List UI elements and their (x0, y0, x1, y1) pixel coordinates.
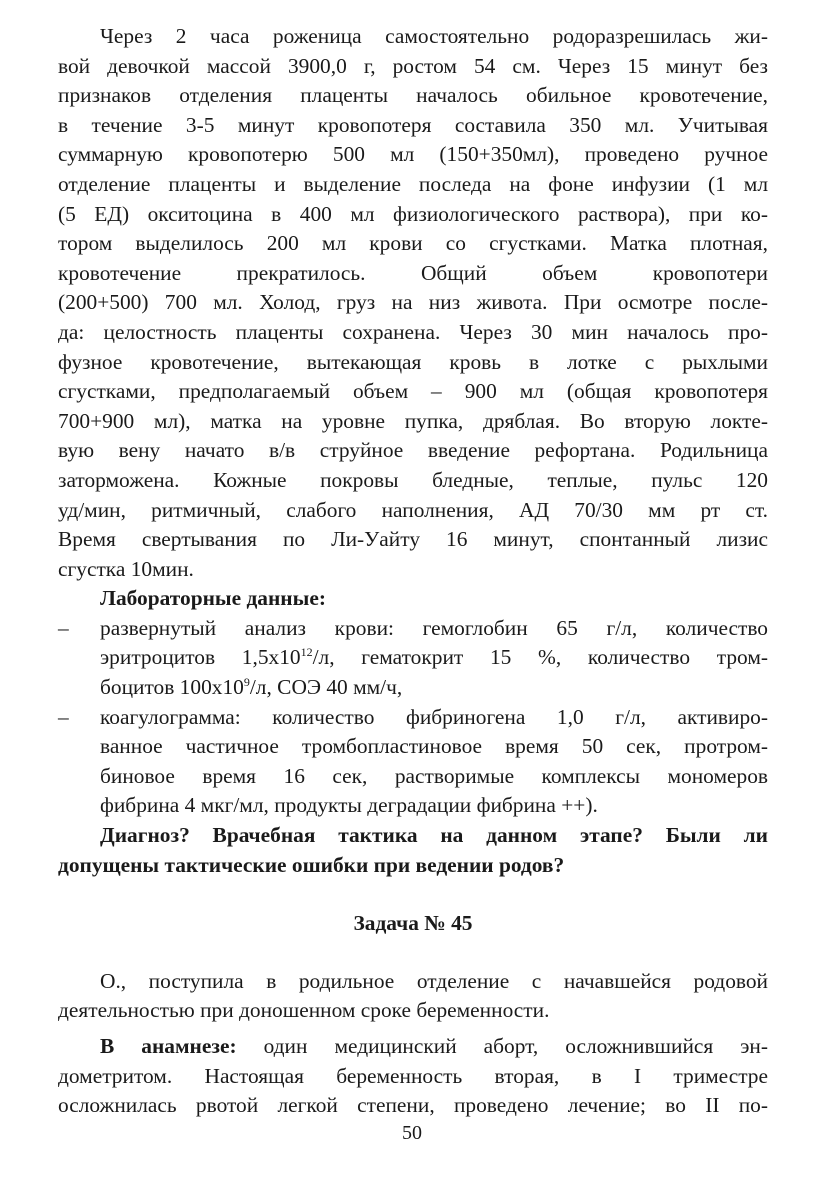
text-line (100, 643, 768, 673)
list-dash: – (58, 615, 69, 640)
paragraph-admission (58, 967, 768, 1026)
text-line: Диагноз? Врачебная тактика на данном этапе? Были ли (100, 823, 768, 848)
list-dash: – (58, 704, 69, 729)
text-line: вую вену начато в/в струйное введение рефортана. Родильница (58, 438, 768, 463)
text-line: в течение 3-5 минут кровопотеря составила 350 мл. Учитывая (58, 112, 768, 137)
paragraph-anamnesis (58, 1032, 768, 1121)
text-line: признаков отделения плаценты началось обильное кровотечение, (58, 83, 768, 108)
text-line: сгустка 10мин. (58, 556, 194, 581)
text-line: суммарную кровопотерю 500 мл (150+350мл), проведено ручное (58, 142, 768, 167)
text-line: уд/мин, ритмичный, слабого наполнения, АД 70/30 мм рт ст. (58, 497, 768, 522)
text-line: деятельностью при доношенном сроке беременности. (58, 998, 550, 1023)
text-line: ванное частичное тромбопластиновое время 50 сек, протром- (100, 734, 768, 759)
text-fragment: один медицинский аборт, осложнившийся эн- (236, 1034, 768, 1058)
text-line: коагулограмма: количество фибриногена 1,0 г/л, активиро- (100, 704, 768, 729)
text-line: развернутый анализ крови: гемоглобин 65 г/л, количество (100, 615, 768, 640)
superscript: 9 (243, 675, 250, 690)
lab-data-heading: Лабораторные данные: (100, 586, 326, 611)
text-line: кровотечение прекратилось. Общий объем кровопотери (58, 260, 768, 285)
text-line: Время свертывания по Ли-Уайту 16 минут, спонтанный лизис (58, 527, 768, 552)
text-line: да: целостность плаценты сохранена. Через 30 мин началось про- (58, 319, 768, 344)
text-line: 700+900 мл), матка на уровне пупка, дряблая. Во вторую локте- (58, 408, 768, 433)
text-fragment: боцитов 100х10 (100, 675, 244, 700)
question-block (58, 821, 768, 880)
text-line: тором выделилось 200 мл крови со сгустками. Матка плотная, (58, 231, 768, 256)
text-line: отделение плаценты и выделение последа на фоне инфузии (1 мл (58, 171, 768, 196)
text-line: вой девочкой массой 3900,0 г, ростом 54 см. Через 15 минут без (58, 53, 768, 78)
text-line: осложнилась рвотой легкой степени, проведено лечение; во II по- (58, 1093, 768, 1118)
text-line: фибрина 4 мкг/мл, продукты деградации фибрина ++). (100, 793, 598, 818)
superscript: 12 (300, 645, 313, 660)
text-fragment: /л, СОЭ 40 мм/ч, (249, 675, 403, 700)
list-item-coagulogram (58, 703, 768, 821)
text-line: (200+500) 700 мл. Холод, груз на низ живота. При осмотре после- (58, 290, 768, 315)
anamnesis-label: В анамнезе: (100, 1034, 237, 1058)
page-body (58, 22, 768, 1121)
text-line: допущены тактические ошибки при ведении родов? (58, 852, 565, 877)
text-line: фузное кровотечение, вытекающая кровь в лотке с рыхлыми (58, 349, 768, 374)
text-line (100, 673, 768, 703)
text-fragment: эритроцитов 1,5х10 (100, 645, 301, 670)
text-fragment: /л, гематокрит 15 %, количество тром- (312, 645, 768, 670)
text-line: заторможена. Кожные покровы бледные, теплые, пульс 120 (58, 467, 768, 492)
list-item-blood-test (58, 614, 768, 703)
text-line: дометритом. Настоящая беременность вторая, в I триместре (58, 1063, 768, 1088)
text-line: О., поступила в родильное отделение с начавшейся родовой (100, 968, 768, 993)
paragraph-case-continuation (58, 22, 768, 584)
text-line: (5 ЕД) окситоцина в 400 мл физиологического раствора), при ко- (58, 201, 768, 226)
text-line: сгустками, предполагаемый объем – 900 мл (общая кровопотеря (58, 379, 768, 404)
text-line: биновое время 16 сек, растворимые комплексы мономеров (100, 763, 768, 788)
text-line (58, 1032, 768, 1062)
task-title: Задача № 45 (353, 911, 473, 936)
text-line: Через 2 часа роженица самостоятельно родоразрешилась жи- (100, 24, 768, 48)
page-number: 50 (402, 1122, 422, 1144)
